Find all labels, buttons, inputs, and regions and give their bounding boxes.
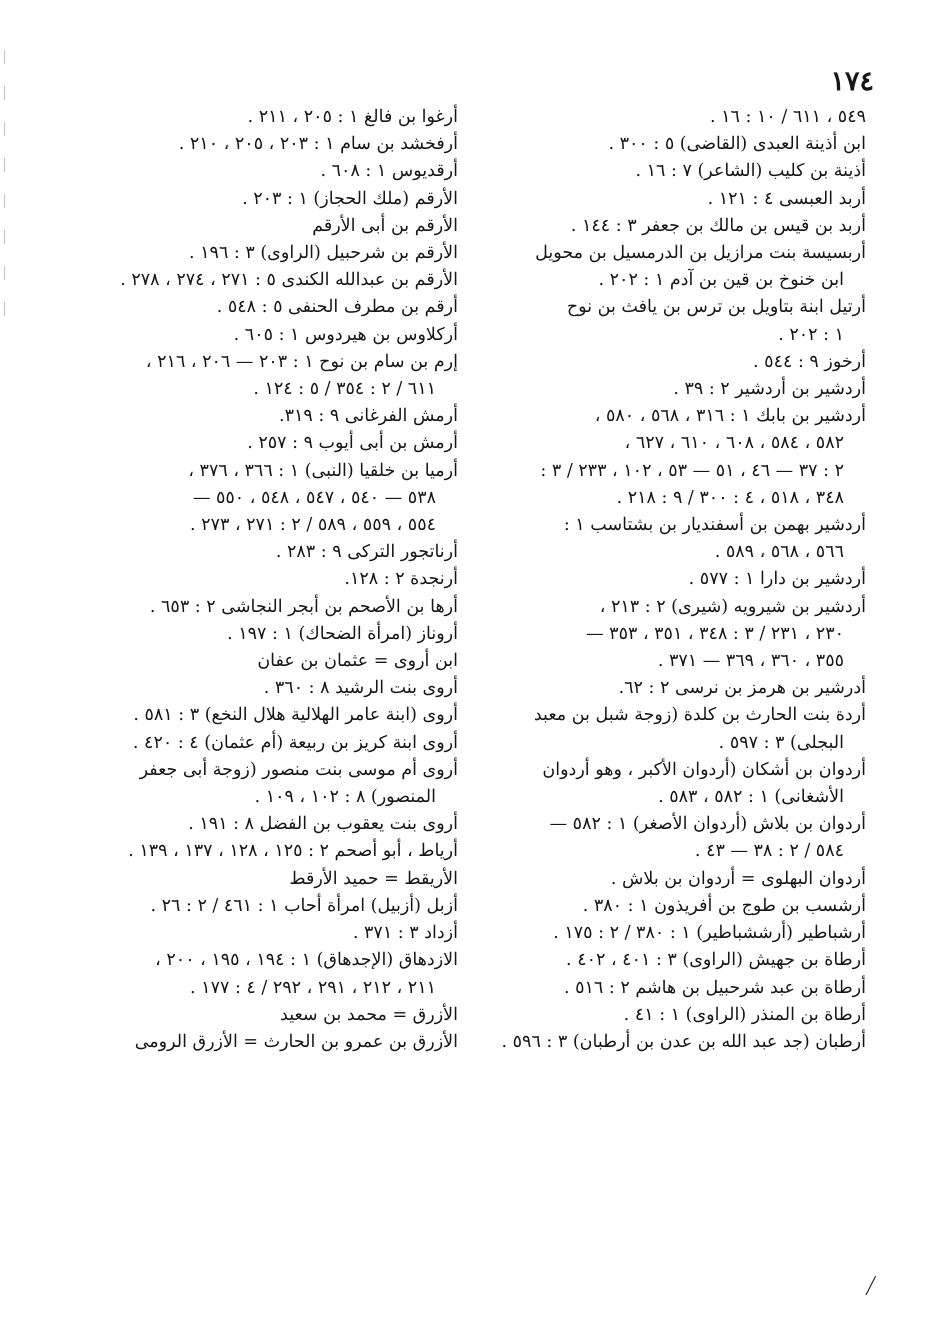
- index-entry: [82, 294, 458, 321]
- entry-line: أركلاوس بن هيردوس ١ : ٦٠٥ .: [233, 324, 458, 345]
- entry-continuation-line: ٢١١ ، ٢١٢ ، ٢٩١ ، ٢٩٢ / ٤ : ١٧٧ .: [190, 977, 436, 998]
- entry-line: الأريقط = حميد الأرقط: [289, 868, 458, 889]
- index-entry: [82, 621, 458, 648]
- index-entry: [82, 757, 458, 811]
- entry-line: أرنجدة ٢ : ١٢٨.: [344, 569, 458, 590]
- entry-line: الأزرق = محمد بن سعيد: [280, 1004, 458, 1025]
- entry-line: أروى بنت يعقوب بن الفضل ٨ : ١٩١ .: [188, 814, 458, 835]
- index-entry: [490, 1002, 866, 1029]
- index-entry: [82, 213, 458, 240]
- index-entry: [490, 213, 866, 240]
- entry-line: أرفخشد بن سام ١ : ٢٠٣ ، ٢٠٥ ، ٢١٠ .: [178, 134, 458, 155]
- entry-line: ٥٤٩ ، ٦١١ / ١٠ : ١٦ .: [709, 107, 866, 127]
- entry-line: أروناز (امرأة الضحاك) ١ : ١٩٧ .: [227, 623, 458, 644]
- entry-line: الأرقم (ملك الحجاز) ١ : ٢٠٣ .: [242, 188, 458, 209]
- index-entry: [490, 947, 866, 974]
- entry-line: أرقم بن مطرف الحنفى ٥ : ٥٤٨ .: [216, 297, 458, 318]
- index-entry: [490, 403, 866, 512]
- index-entry: [490, 675, 866, 702]
- index-entry: [490, 104, 866, 131]
- entry-continuation-line: البجلى) ٣ : ٥٩٧ .: [718, 732, 844, 753]
- index-entry: [82, 1029, 458, 1056]
- index-entry: [82, 1002, 458, 1029]
- index-entry: [82, 267, 458, 294]
- entry-line: الأرقم بن أبى الأرقم: [312, 215, 458, 236]
- entry-line: أرناتجور التركى ٩ : ٢٨٣ .: [275, 542, 458, 563]
- entry-continuation-line: الأشغانى) ١ : ٥٨٢ ، ٥٨٣ .: [658, 787, 844, 808]
- entry-continuation-line: ٥٦٦ ، ٥٦٨ ، ٥٨٩ .: [714, 542, 844, 563]
- index-entry: [82, 349, 458, 403]
- index-entry: [82, 458, 458, 540]
- entry-line: أزبل (أزبيل) امرأة أحاب ١ : ٤٦١ / ٢ : ٢٦ .: [150, 895, 458, 916]
- entry-line: الأرقم بن شرحبيل (الراوى) ٣ : ١٩٦ .: [189, 243, 458, 264]
- entry-line: أروى ابنة كريز بن ربيعة (أم عثمان) ٤ : ٤٢٠ .: [132, 732, 458, 753]
- index-entry: [490, 131, 866, 158]
- entry-line: أردشير بن شيرويه (شيرى) ٢ : ٢١٣ ،: [599, 596, 866, 617]
- index-entry: [490, 893, 866, 920]
- entry-line: أرطبان (جد عبد الله بن عدن بن أرطبان) ٣ : ٥٩٦ .: [501, 1031, 866, 1052]
- entry-continuation-line: ٢٣٠ ، ٢٣١ / ٣ : ٣٤٨ ، ٣٥١ ، ٣٥٣ —: [586, 623, 844, 644]
- entry-line: أردشير بن بابك ١ : ٣١٦ ، ٥٦٨ ، ٥٨٠ ،: [594, 406, 866, 427]
- index-entry: [82, 838, 458, 865]
- entry-line: إرم بن سام بن نوح ١ : ٢٠٣ — ٢٠٦ ، ٢١٦ ،: [145, 351, 458, 372]
- index-entry: [82, 104, 458, 131]
- entry-line: أرتيل ابنة بتاويل بن ترس بن يافث بن نوح: [566, 297, 866, 318]
- entry-line: أذينة بن كليب (الشاعر) ٧ : ١٦ .: [635, 161, 866, 182]
- index-entry: [82, 430, 458, 457]
- index-entry: [490, 158, 866, 185]
- entry-line: ابن أذينة العبدى (القاضى) ٥ : ٣٠٠ .: [608, 134, 866, 155]
- index-entry: [82, 811, 458, 838]
- entry-line: أرقديوس ١ : ٦٠٨ .: [320, 161, 458, 182]
- entry-line: ابن أروى = عثمان بن عفان: [257, 651, 458, 672]
- entry-line: أردوان البهلوى = أردوان بن بلاش .: [610, 868, 866, 889]
- index-entry: [490, 594, 866, 676]
- entry-line: أروى بنت الرشيد ٨ : ٣٦٠ .: [263, 678, 458, 699]
- entry-line: أروى أم موسى بنت منصور (زوجة أبى جعفر: [139, 759, 458, 780]
- index-entry: [82, 131, 458, 158]
- entry-continuation-line: ٥٥٤ ، ٥٥٩ ، ٥٨٩ / ٢ : ٢٧١ ، ٢٧٣ .: [190, 515, 436, 536]
- index-entry: [490, 376, 866, 403]
- page-number: ١٧٤: [830, 66, 874, 97]
- entry-line: أردة بنت الحارث بن كلدة (زوجة شبل بن معبد: [533, 705, 866, 726]
- index-entry: [490, 757, 866, 811]
- entry-continuation-line: المنصور) ٨ : ١٠٢ ، ١٠٩ .: [254, 787, 436, 808]
- index-entry: [490, 186, 866, 213]
- index-entry: [82, 240, 458, 267]
- entry-continuation-line: ٥٨٢ ، ٥٨٤ ، ٦٠٨ ، ٦١٠ ، ٦٢٧ ،: [624, 433, 844, 454]
- index-entry: [82, 893, 458, 920]
- index-entry: [490, 294, 866, 348]
- entry-continuation-line: ٦١١ / ٢ : ٣٥٤ / ٥ : ١٢٤ .: [253, 379, 436, 400]
- entry-line: أزداد ٣ : ٣٧١ .: [352, 923, 458, 944]
- entry-line: الأزرق بن عمرو بن الحارث = الأزرق الرومى: [134, 1031, 458, 1052]
- entry-line: أرياط ، أبو أصحم ٢ : ١٢٥ ، ١٢٨ ، ١٣٧ ، ١٣٩ .: [128, 841, 458, 862]
- entry-line: أرمش بن أبى أيوب ٩ : ٢٥٧ .: [247, 433, 458, 454]
- entry-line: أربد بن قيس بن مالك بن جعفر ٣ : ١٤٤ .: [570, 215, 866, 236]
- entry-line: أرمش الفرغانى ٩ : ٣١٩.: [279, 406, 458, 427]
- index-entry: [82, 158, 458, 185]
- entry-line: الأرقم بن عبدالله الكندى ٥ : ٢٧١ ، ٢٧٤ ، ٢٧٨ .: [120, 270, 458, 291]
- entry-line: أربسيسة بنت مرازيل بن الدرمسيل بن محويل: [535, 243, 866, 264]
- page-corner-mark: ╱: [866, 1276, 876, 1295]
- entry-line: أرطاة بن عبد شرحبيل بن هاشم ٢ : ٥١٦ .: [563, 977, 866, 998]
- entry-line: أرطاة بن المنذر (الراوى) ١ : ٤١ .: [623, 1004, 866, 1025]
- entry-line: أربد العبسى ٤ : ١٢١ .: [707, 188, 866, 209]
- entry-line: أرطاة بن جهيش (الراوى) ٣ : ٤٠١ ، ٤٠٢ .: [566, 950, 866, 971]
- margin-marks: [4, 50, 6, 338]
- entry-line: أردوان بن أشكان (أردوان الأكبر ، وهو أردوان: [542, 759, 866, 780]
- entry-line: أرغوا بن فالغ ١ : ٢٠٥ ، ٢١١ .: [247, 107, 458, 127]
- entry-continuation-line: ٥٨٤ / ٢ : ٣٨ — ٤٣ .: [694, 841, 844, 862]
- entry-line: أرها بن الأصحم بن أبجر النجاشى ٢ : ٦٥٣ .: [149, 596, 458, 617]
- entry-continuation-line: ٣٥٥ ، ٣٦٠ ، ٣٦٩ — ٣٧١ .: [657, 651, 844, 672]
- index-entry: [82, 186, 458, 213]
- left-column: [82, 104, 458, 1056]
- index-entry: [490, 566, 866, 593]
- index-entry: [490, 349, 866, 376]
- index-entry: [490, 1029, 866, 1056]
- entry-line: أرميا بن خلقيا (النبى) ١ : ٣٦٦ ، ٣٧٦ ،: [188, 460, 458, 481]
- index-entry: [82, 322, 458, 349]
- index-entry: [82, 566, 458, 593]
- index-entry: [490, 866, 866, 893]
- entry-line: أردشير بن أردشير ٢ : ٣٩ .: [673, 379, 866, 400]
- entry-continuation-line: ٢ : ٣٧ — ٤٦ ، ٥١ — ٥٣ ، ١٠٢ ، ٢٣٣ / ٣ :: [540, 460, 844, 481]
- entry-line: أرخوز ٩ : ٥٤٤ .: [753, 351, 866, 372]
- entry-line: أردشير بن دارا ١ : ٥٧٧ .: [688, 569, 866, 590]
- entry-continuation-line: ابن خنوخ بن قين بن آدم ١ : ٢٠٢ .: [598, 270, 844, 291]
- index-entry: [82, 920, 458, 947]
- entry-line: أروى (ابنة عامر الهلالية هلال النخع) ٣ : ٥٨١ .: [133, 705, 458, 726]
- right-column: [490, 104, 866, 1056]
- index-entry: [82, 947, 458, 1001]
- entry-continuation-line: ١ : ٢٠٢ .: [778, 324, 844, 345]
- index-entry: [82, 648, 458, 675]
- index-entry: [490, 975, 866, 1002]
- entry-continuation-line: ٥٣٨ — ٥٤٠ ، ٥٤٧ ، ٥٤٨ ، ٥٥٠ —: [192, 487, 436, 508]
- entry-line: الازدهاق (الإجدهاق) ١ : ١٩٤ ، ١٩٥ ، ٢٠٠ ،: [155, 950, 458, 971]
- entry-line: أردشير بهمن بن أسفنديار بن بشتاسب ١ :: [563, 515, 866, 536]
- index-entry: [490, 920, 866, 947]
- index-entry: [490, 512, 866, 566]
- index-entry: [82, 403, 458, 430]
- entry-line: أرشسب بن طوج بن أفريذون ١ : ٣٨٠ .: [582, 895, 866, 916]
- entry-continuation-line: ٣٤٨ ، ٥١٨ ، ٤ : ٣٠٠ / ٩ : ٢١٨ .: [616, 487, 844, 508]
- index-entry: [490, 240, 866, 294]
- index-entry: [82, 675, 458, 702]
- index-entry: [82, 702, 458, 729]
- index-entry: [490, 811, 866, 865]
- index-entry: [82, 866, 458, 893]
- index-entry: [490, 702, 866, 756]
- index-entry: [82, 594, 458, 621]
- entry-line: أرشباطير (أرششباطير) ١ : ٣٨٠ / ٢ : ١٧٥ .: [553, 923, 866, 944]
- index-entry: [82, 730, 458, 757]
- entry-line: أردوان بن بلاش (أردوان الأصغر) ١ : ٥٨٢ —: [549, 814, 866, 835]
- index-entry: [82, 539, 458, 566]
- entry-line: أدرشير بن هرمز بن نرسى ٢ : ٦٢.: [618, 678, 866, 699]
